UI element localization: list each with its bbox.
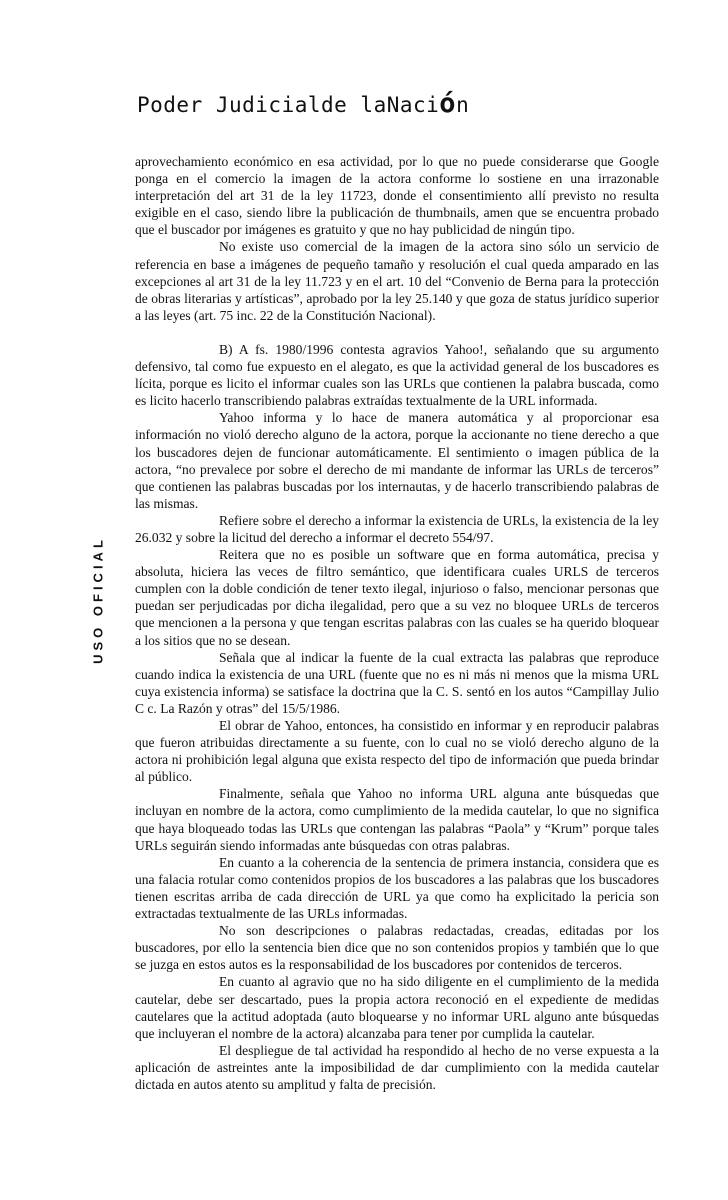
page-header [137, 88, 469, 119]
paragraph: No son descripciones o palabras redactadas, creadas, editadas por los buscadores, por ello la sentencia bien dice que no son contenidos propios y también que lo que se juzga en estos autos es la responsabilidad de los buscadores por contenidos de terceros. [135, 923, 659, 973]
paragraph: El obrar de Yahoo, entonces, ha consistido en informar y en reproducir palabras que fueron atribuidas directamente a su fuente, con lo cual no se violó derecho alguno de la actora ni prohibición legal alguna que exista respecto del tipo de información que pueda brindar al público. [135, 718, 659, 785]
paragraph: Señala que al indicar la fuente de la cual extracta las palabras que reproduce cuando indica la existencia de una URL (fuente que no es ni más ni menos que la misma URL cuya existencia informa) se satisface la doctrina que la C. S. sentó en los autos “Campillay Julio C c. La Razón y otras” del 15/5/1986. [135, 649, 659, 716]
header-title-accent: ó [439, 88, 457, 119]
document-body [135, 153, 659, 1093]
official-use-stamp: USO OFICIAL [90, 536, 106, 664]
paragraph: El despliegue de tal actividad ha respondido al hecho de no verse expuesta a la aplicación de astreintes ante la imposibilidad de dar cumplimiento con la medida cautelar dictada en autos atento su amplitud y falta de precisión. [135, 1042, 659, 1092]
paragraph: En cuanto al agravio que no ha sido diligente en el cumplimiento de la medida cautelar, debe ser descartado, pues la propia actora reconoció en el expediente de medidas cautelares que la actitud adoptada (auto bloquearse y no informar URL alguno ante búsquedas que incluyeran el nombre de la actora) alcanzaba para tener por cumplida la cautelar. [135, 974, 659, 1041]
paragraph: Reitera que no es posible un software que en forma automática, precisa y absoluta, hiciera las veces de filtro semántico, que identificara cuales URLS de terceros cumplen con la doble condición de tener texto ilegal, injurioso o falso, mencionar personas que puedan ser perjudicadas por dicha ilegalidad, pero que a su vez no bloquee URLs de terceros que mencionen a la persona y que tengan escritas palabras con las cuales se ha querido bloquear a los sitios que no se desean. [135, 547, 659, 648]
paragraph: No existe uso comercial de la imagen de la actora sino sólo un servicio de referencia en base a imágenes de pequeño tamaño y resolución el cual queda amparado en las excepciones al art 31 de la ley 11.723 y en el art. 10 del “Convenio de Berna para la protección de obras literarias y artísticas”, aprobado por la ley 25.140 y que goza de status jurídico superior a las leyes (art. 75 inc. 22 de la Constitución Nacional). [135, 239, 659, 323]
paragraph: Finalmente, señala que Yahoo no informa URL alguna ante búsquedas que incluyan en nombre de la actora, como cumplimiento de la medida cautelar, lo que no significa que haya bloqueado todas las URLs que contengan las palabras “Paola” y “Krum” porque tales URLs seguirán siendo informadas ante búsquedas con otras palabras. [135, 786, 659, 853]
paragraph: B) A fs. 1980/1996 contesta agravios Yahoo!, señalando que su argumento defensivo, tal como fue expuesto en el alegato, es que la actividad general de los buscadores es lícita, porque es licito el informar cuales son las URLs que contienen la palabra buscada, como es licito hacerlo transcribiendo palabras extraídas textualmente de la URL informada. [135, 341, 659, 409]
paragraph: Yahoo informa y lo hace de manera automática y al proporcionar esa información no violó derecho alguno de la actora, porque la accionante no tiene derecho a que los buscadores dejen de funcionar automáticamente. El sentimiento o imagen pública de la actora, “no prevalece por sobre el derecho de mi mandante de informar las URLs de terceros” que contienen las palabras buscadas por los internautas, y de hacerlo transcribiendo palabras de las mismas. [135, 410, 659, 511]
header-title-end: n [456, 93, 470, 117]
header-title: Poder Judicialde laNaci [137, 93, 440, 117]
paragraph: En cuanto a la coherencia de la sentencia de primera instancia, considera que es una falacia rotular como contenidos propios de los buscadores a las palabras que los buscadores tienen escritas arriba de cada dirección de URL ya que como ha explicitado la pericia son extractadas textualmente de las URLs informadas. [135, 854, 659, 922]
paragraph: Refiere sobre el derecho a informar la existencia de URLs, la existencia de la ley 26.032 y sobre la licitud del derecho a informar el decreto 554/97. [135, 512, 659, 545]
paragraph: aprovechamiento económico en esa actividad, por lo que no puede considerarse que Google ponga en el comercio la imagen de la actora conforme lo sostiene en una irrazonable interpretación del art 31 de la ley 11723, donde el consentimiento allí previsto no resulta exigible en el caso, siendo libre la publicación de thumbnails, amen que se encuentra probado que el buscador por imágenes es gratuito y que no hay publicidad de ningún tipo. [135, 154, 659, 238]
